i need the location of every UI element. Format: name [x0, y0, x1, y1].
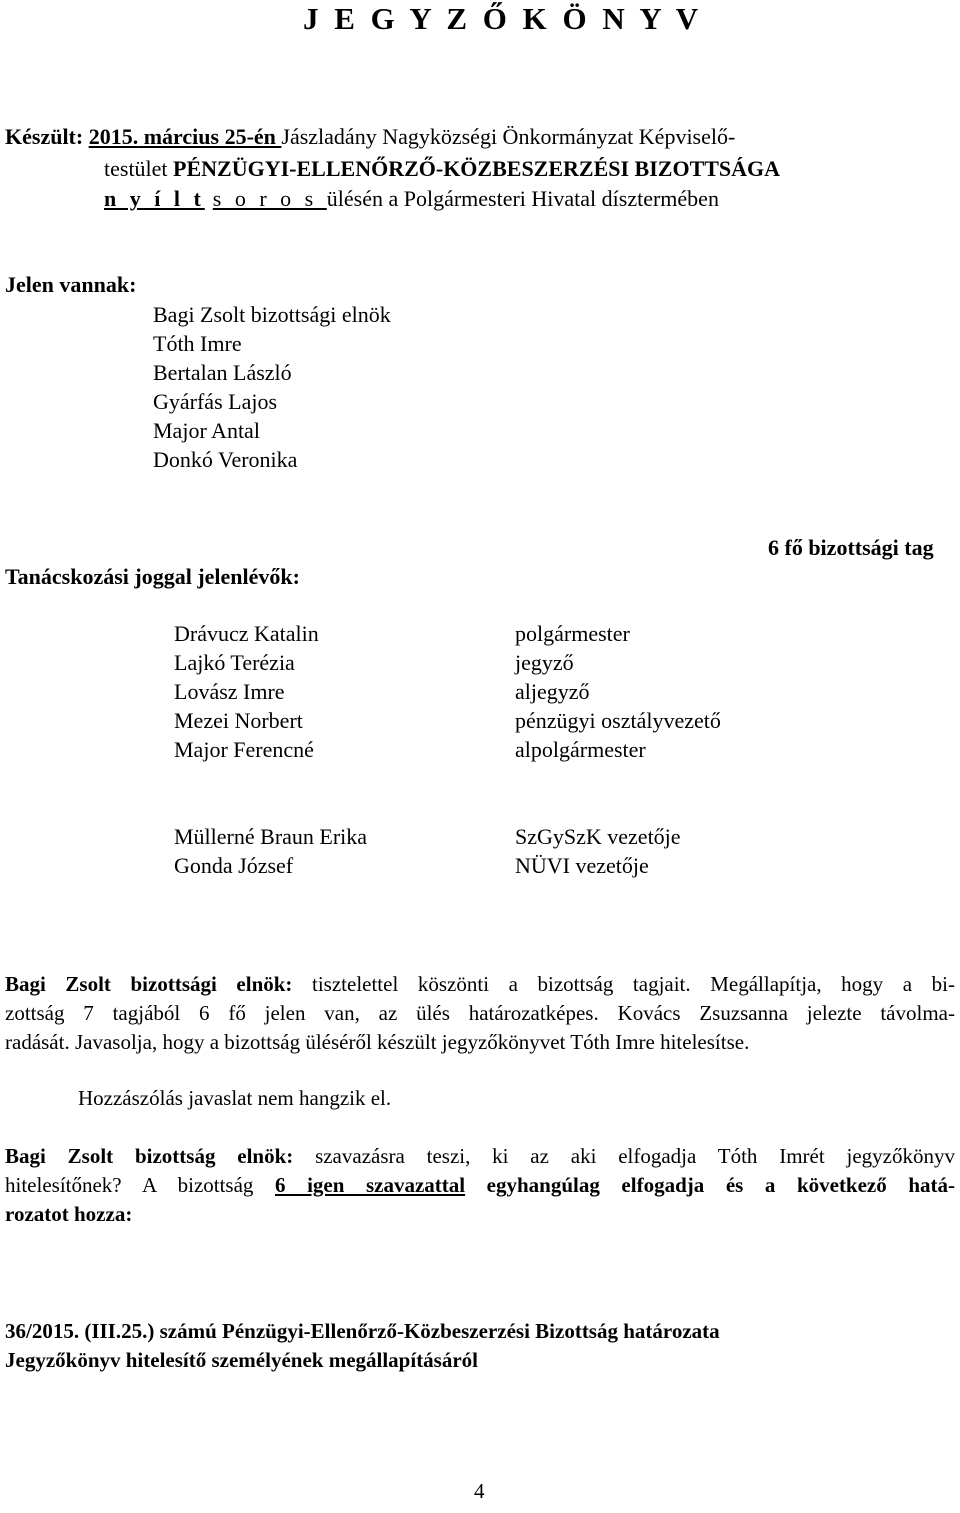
present-label: Jelen vannak:: [5, 272, 137, 297]
paragraph-1-line-2: zottság 7 tagjából 6 fő jelen van, az ülés határozatképes. Kovács Zsuzsanna jelezte távolma-: [5, 1001, 955, 1025]
advisory-role: jegyző: [515, 650, 574, 675]
present-member: Bertalan László: [153, 360, 292, 385]
speaker-label: Bagi Zsolt bizottsági elnök:: [5, 972, 293, 996]
advisory-other-role: NÜVI vezetője: [515, 853, 649, 878]
advisory-other-role: SzGySzK vezetője: [515, 824, 681, 849]
paragraph-1-line-1-text: tisztelettel köszönti a bizottság tagjait. Megállapítja, hogy a bi-: [292, 972, 955, 996]
advisory-name: Drávucz Katalin: [174, 621, 319, 646]
keszult-year: 2015.: [88, 124, 139, 149]
page-number: 4: [474, 1479, 485, 1503]
paragraph-3-line-3: rozatot hozza:: [5, 1202, 133, 1226]
soros-label: s o r o s: [212, 186, 327, 211]
paragraph-2: Hozzászólás javaslat nem hangzik el.: [78, 1086, 392, 1110]
present-member: Bagi Zsolt bizottsági elnök: [153, 302, 391, 327]
committee-name: PÉNZÜGYI-ELLENŐRZŐ-KÖZBESZERZÉSI BIZOTTSÁGA: [173, 156, 781, 181]
paragraph-1-line-3: radását. Javasolja, hogy a bizottság üléséről készült jegyzőkönyvet Tóth Imre hitelesítse.: [5, 1030, 750, 1054]
header-line-3: [104, 184, 719, 213]
advisory-role: polgármester: [515, 621, 630, 646]
present-member: Gyárfás Lajos: [153, 389, 278, 414]
advisory-name: Lajkó Terézia: [174, 650, 295, 675]
paragraph-3-line-1: [5, 1142, 955, 1171]
advisory-role: pénzügyi osztályvezető: [515, 708, 721, 733]
paragraph-3-line-2: [5, 1171, 955, 1200]
advisory-role: alpolgármester: [515, 737, 646, 762]
member-count: 6 fő bizottsági tag: [768, 535, 934, 560]
document-title: J E G Y Z Ő K Ö N Y V: [303, 1, 703, 36]
header-line-3-rest: ülésén a Polgármesteri Hivatal dísztermében: [326, 186, 719, 211]
speaker-label: Bagi Zsolt bizottság elnök:: [5, 1144, 294, 1168]
nyilt-label: n y í l t: [104, 186, 205, 211]
header-line-2-a: testület: [104, 156, 174, 181]
header-line-1: [5, 122, 735, 151]
paragraph-3-line-1-text: szavazásra teszi, ki az aki elfogadja Tóth Imrét jegyzőkönyv: [293, 1144, 955, 1168]
advisory-other-name: Gonda József: [174, 853, 294, 878]
advisory-other-name: Müllerné Braun Erika: [174, 824, 368, 849]
vote-count: 6 igen szavazattal: [275, 1173, 466, 1197]
advisory-role: aljegyző: [515, 679, 590, 704]
paragraph-3-line-2-b: egyhangúlag elfogadja és a következő hatá-: [465, 1173, 955, 1197]
keszult-label: Készült:: [5, 124, 89, 149]
resolution-subtitle: Jegyzőkönyv hitelesítő személyének megállapításáról: [5, 1348, 479, 1372]
advisory-name: Major Ferencné: [174, 737, 314, 762]
present-member: Major Antal: [153, 418, 260, 443]
advisory-name: Mezei Norbert: [174, 708, 303, 733]
paragraph-3-line-2-a: hitelesítőnek? A bizottság: [5, 1173, 275, 1197]
resolution-title: 36/2015. (III.25.) számú Pénzügyi-Ellenőrző-Közbeszerzési Bizottság határozata: [5, 1319, 720, 1343]
present-member: Donkó Veronika: [153, 447, 298, 472]
header-line-1-rest: Jászladány Nagyközségi Önkormányzat Képviselő-: [281, 124, 736, 149]
advisory-name: Lovász Imre: [174, 679, 285, 704]
paragraph-1-line-1: [5, 970, 955, 999]
keszult-date: március 25-én: [138, 124, 282, 149]
present-member: Tóth Imre: [153, 331, 242, 356]
advisory-label: Tanácskozási joggal jelenlévők:: [5, 564, 300, 589]
header-line-2: [104, 154, 780, 183]
